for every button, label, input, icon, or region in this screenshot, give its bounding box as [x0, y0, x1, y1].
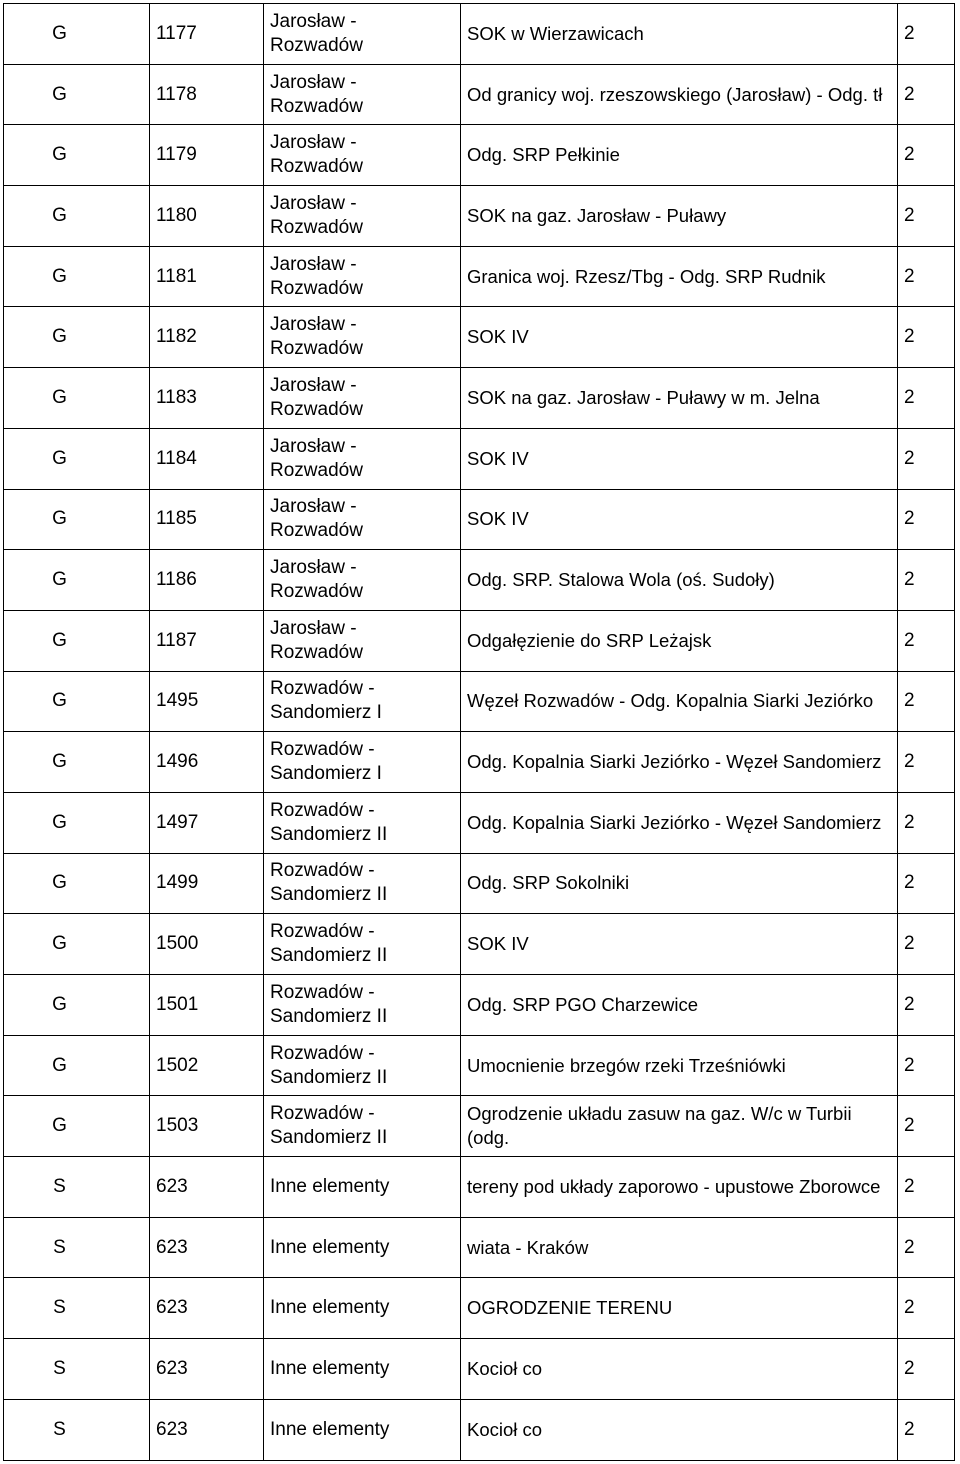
- cell-number: [150, 671, 264, 732]
- table-row: [4, 4, 955, 65]
- cell-number: [150, 246, 264, 307]
- cell-number: [150, 1035, 264, 1096]
- cell-line-text: Rozwadów - Sandomierz II: [270, 921, 388, 967]
- cell-quantity: [898, 671, 955, 732]
- cell-type-text: G: [52, 690, 67, 712]
- cell-number-text: 623: [156, 1236, 188, 1258]
- table-row: [4, 610, 955, 671]
- cell-quantity-text: 2: [904, 204, 915, 226]
- cell-description-text: wiata - Kraków: [467, 1236, 589, 1258]
- cell-description-text: Odg. SRP PGO Charzewice: [467, 993, 698, 1015]
- cell-type: [4, 671, 150, 732]
- cell-quantity-text: 2: [904, 1418, 915, 1440]
- cell-number-text: 1496: [156, 751, 199, 773]
- cell-line: [264, 489, 461, 550]
- cell-number: [150, 792, 264, 853]
- cell-line-text: Rozwadów - Sandomierz II: [270, 981, 388, 1027]
- cell-line: [264, 1035, 461, 1096]
- cell-type-text: G: [52, 386, 67, 408]
- cell-line-text: Rozwadów - Sandomierz I: [270, 739, 382, 785]
- cell-description: [461, 307, 898, 368]
- cell-line-text: Jarosław - Rozwadów: [270, 496, 363, 542]
- cell-quantity-text: 2: [904, 265, 915, 287]
- cell-number-text: 623: [156, 1297, 188, 1319]
- cell-quantity-text: 2: [904, 1236, 915, 1258]
- cell-description: [461, 246, 898, 307]
- cell-quantity-text: 2: [904, 1175, 915, 1197]
- cell-type: [4, 1278, 150, 1339]
- cell-line: [264, 610, 461, 671]
- cell-line: [264, 671, 461, 732]
- table-row: [4, 1217, 955, 1278]
- cell-number-text: 1183: [156, 386, 197, 408]
- cell-type-text: G: [52, 144, 67, 166]
- cell-description-text: SOK IV: [467, 508, 529, 530]
- cell-line: [264, 4, 461, 65]
- cell-number-text: 1500: [156, 933, 199, 955]
- cell-type-text: G: [52, 933, 67, 955]
- cell-number-text: 1177: [156, 22, 197, 44]
- cell-number-text: 1180: [156, 204, 197, 226]
- cell-description: [461, 853, 898, 914]
- cell-type: [4, 1217, 150, 1278]
- table-row: [4, 1096, 955, 1157]
- cell-description: [461, 428, 898, 489]
- cell-quantity: [898, 853, 955, 914]
- table-row: [4, 853, 955, 914]
- cell-line-text: Jarosław - Rozwadów: [270, 617, 363, 663]
- table-row: [4, 246, 955, 307]
- cell-quantity-text: 2: [904, 933, 915, 955]
- cell-type-text: S: [53, 1175, 66, 1197]
- cell-type: [4, 1096, 150, 1157]
- cell-description-text: SOK na gaz. Jarosław - Puławy: [467, 204, 727, 226]
- cell-number: [150, 4, 264, 65]
- cell-quantity: [898, 1096, 955, 1157]
- cell-line: [264, 914, 461, 975]
- cell-type-text: G: [52, 629, 67, 651]
- cell-type: [4, 307, 150, 368]
- table-row: [4, 1399, 955, 1460]
- cell-line: [264, 550, 461, 611]
- cell-number-text: 1182: [156, 326, 197, 348]
- cell-quantity-text: 2: [904, 326, 915, 348]
- cell-description-text: Granica woj. Rzesz/Tbg - Odg. SRP Rudnik: [467, 265, 826, 287]
- cell-type-text: G: [52, 22, 67, 44]
- cell-number-text: 1495: [156, 690, 199, 712]
- cell-quantity: [898, 732, 955, 793]
- cell-description: [461, 1278, 898, 1339]
- cell-quantity: [898, 1035, 955, 1096]
- cell-type-text: S: [53, 1418, 66, 1440]
- cell-line: [264, 186, 461, 247]
- cell-type: [4, 125, 150, 186]
- cell-line: [264, 853, 461, 914]
- cell-quantity: [898, 4, 955, 65]
- cell-number-text: 1186: [156, 569, 197, 591]
- cell-description-text: SOK IV: [467, 326, 529, 348]
- cell-number: [150, 125, 264, 186]
- cell-number-text: 1502: [156, 1054, 199, 1076]
- asset-table: [3, 3, 955, 1461]
- cell-line-text: Jarosław - Rozwadów: [270, 71, 363, 117]
- cell-description: [461, 671, 898, 732]
- cell-description: [461, 64, 898, 125]
- cell-quantity: [898, 125, 955, 186]
- cell-type-text: G: [52, 569, 67, 591]
- cell-quantity-text: 2: [904, 629, 915, 651]
- cell-description: [461, 1399, 898, 1460]
- cell-number-text: 1178: [156, 83, 197, 105]
- cell-line-text: Inne elementy: [270, 1357, 390, 1379]
- table-row: [4, 64, 955, 125]
- cell-quantity: [898, 550, 955, 611]
- cell-quantity: [898, 186, 955, 247]
- cell-description-text: Kocioł co: [467, 1357, 543, 1379]
- cell-type: [4, 64, 150, 125]
- cell-number: [150, 914, 264, 975]
- cell-line-text: Inne elementy: [270, 1175, 390, 1197]
- cell-number: [150, 550, 264, 611]
- cell-type-text: G: [52, 83, 67, 105]
- cell-description: [461, 1217, 898, 1278]
- cell-line: [264, 1096, 461, 1157]
- cell-quantity: [898, 489, 955, 550]
- cell-description-text: Odg. SRP Pełkinie: [467, 144, 620, 166]
- cell-quantity-text: 2: [904, 447, 915, 469]
- cell-line-text: Inne elementy: [270, 1236, 390, 1258]
- cell-description: [461, 914, 898, 975]
- cell-quantity: [898, 1157, 955, 1218]
- cell-line: [264, 307, 461, 368]
- cell-line-text: Jarosław - Rozwadów: [270, 10, 363, 56]
- cell-type: [4, 975, 150, 1036]
- cell-line-text: Jarosław - Rozwadów: [270, 253, 363, 299]
- cell-quantity: [898, 975, 955, 1036]
- cell-line: [264, 975, 461, 1036]
- cell-number-text: 623: [156, 1418, 188, 1440]
- cell-number: [150, 1217, 264, 1278]
- cell-number: [150, 610, 264, 671]
- cell-number: [150, 975, 264, 1036]
- cell-number-text: 1179: [156, 144, 197, 166]
- cell-number: [150, 1278, 264, 1339]
- cell-description: [461, 368, 898, 429]
- cell-description: [461, 550, 898, 611]
- cell-quantity-text: 2: [904, 1297, 915, 1319]
- cell-description-text: Węzeł Rozwadów - Odg. Kopalnia Siarki Jeziórko: [467, 690, 874, 712]
- cell-line-text: Rozwadów - Sandomierz II: [270, 860, 388, 906]
- cell-description: [461, 1339, 898, 1400]
- cell-type-text: G: [52, 204, 67, 226]
- cell-line-text: Jarosław - Rozwadów: [270, 557, 363, 603]
- cell-number: [150, 64, 264, 125]
- cell-description-text: SOK IV: [467, 447, 529, 469]
- cell-quantity-text: 2: [904, 144, 915, 166]
- cell-quantity-text: 2: [904, 1054, 915, 1076]
- cell-line: [264, 64, 461, 125]
- cell-quantity-text: 2: [904, 1115, 915, 1137]
- cell-number-text: 1187: [156, 629, 197, 651]
- table-row: [4, 975, 955, 1036]
- cell-quantity-text: 2: [904, 22, 915, 44]
- cell-line-text: Jarosław - Rozwadów: [270, 435, 363, 481]
- cell-number: [150, 368, 264, 429]
- table-row: [4, 914, 955, 975]
- cell-type-text: G: [52, 751, 67, 773]
- cell-description: [461, 1096, 898, 1157]
- cell-quantity-text: 2: [904, 1357, 915, 1379]
- cell-description-text: Ogrodzenie układu zasuw na gaz. W/c w Turbii (odg.: [467, 1103, 852, 1149]
- cell-line-text: Jarosław - Rozwadów: [270, 132, 363, 178]
- cell-number: [150, 1339, 264, 1400]
- cell-quantity: [898, 1278, 955, 1339]
- cell-number-text: 1181: [156, 265, 197, 287]
- table-row: [4, 428, 955, 489]
- cell-number: [150, 428, 264, 489]
- cell-description-text: Odg. SRP. Stalowa Wola (oś. Sudoły): [467, 569, 775, 591]
- cell-number-text: 623: [156, 1175, 188, 1197]
- cell-quantity: [898, 307, 955, 368]
- cell-type: [4, 489, 150, 550]
- cell-type: [4, 853, 150, 914]
- cell-line-text: Jarosław - Rozwadów: [270, 192, 363, 238]
- cell-type: [4, 246, 150, 307]
- table-row: [4, 732, 955, 793]
- cell-description: [461, 489, 898, 550]
- cell-type-text: G: [52, 508, 67, 530]
- cell-description: [461, 1157, 898, 1218]
- cell-type: [4, 1399, 150, 1460]
- cell-quantity: [898, 428, 955, 489]
- cell-line-text: Jarosław - Rozwadów: [270, 374, 363, 420]
- cell-description: [461, 1035, 898, 1096]
- cell-line-text: Inne elementy: [270, 1418, 390, 1440]
- cell-number: [150, 186, 264, 247]
- asset-table-body: [4, 4, 955, 1461]
- cell-quantity: [898, 1339, 955, 1400]
- cell-description: [461, 610, 898, 671]
- cell-quantity-text: 2: [904, 83, 915, 105]
- cell-type-text: G: [52, 1115, 67, 1137]
- table-row: [4, 307, 955, 368]
- cell-line: [264, 1278, 461, 1339]
- cell-type: [4, 610, 150, 671]
- cell-description-text: Kocioł co: [467, 1418, 543, 1440]
- cell-type: [4, 368, 150, 429]
- cell-number-text: 1184: [156, 447, 197, 469]
- cell-quantity: [898, 64, 955, 125]
- cell-type-text: G: [52, 447, 67, 469]
- cell-number: [150, 307, 264, 368]
- cell-type-text: G: [52, 872, 67, 894]
- cell-type: [4, 4, 150, 65]
- cell-description-text: tereny pod układy zaporowo - upustowe Zborowce: [467, 1175, 881, 1197]
- cell-type-text: G: [52, 265, 67, 287]
- table-row: [4, 550, 955, 611]
- cell-description: [461, 732, 898, 793]
- cell-line: [264, 792, 461, 853]
- cell-line: [264, 125, 461, 186]
- cell-quantity: [898, 792, 955, 853]
- cell-description: [461, 125, 898, 186]
- table-row: [4, 1339, 955, 1400]
- cell-line: [264, 246, 461, 307]
- cell-quantity-text: 2: [904, 751, 915, 773]
- cell-type: [4, 428, 150, 489]
- table-row: [4, 1157, 955, 1218]
- cell-number-text: 1499: [156, 872, 199, 894]
- cell-quantity: [898, 1399, 955, 1460]
- cell-description-text: Odgałęzienie do SRP Leżajsk: [467, 629, 712, 651]
- cell-description-text: Odg. Kopalnia Siarki Jeziórko - Węzeł Sandomierz: [467, 751, 882, 773]
- cell-line: [264, 1399, 461, 1460]
- cell-type: [4, 1157, 150, 1218]
- cell-description-text: SOK na gaz. Jarosław - Puławy w m. Jelna: [467, 386, 820, 408]
- cell-quantity-text: 2: [904, 569, 915, 591]
- cell-quantity: [898, 914, 955, 975]
- cell-type-text: S: [53, 1357, 66, 1379]
- cell-quantity: [898, 1217, 955, 1278]
- cell-type-text: G: [52, 326, 67, 348]
- cell-type: [4, 1035, 150, 1096]
- cell-number-text: 1185: [156, 508, 197, 530]
- cell-number-text: 623: [156, 1357, 188, 1379]
- cell-type: [4, 550, 150, 611]
- table-row: [4, 489, 955, 550]
- cell-description-text: Umocnienie brzegów rzeki Trześniówki: [467, 1054, 786, 1076]
- cell-line-text: Inne elementy: [270, 1297, 390, 1319]
- cell-line-text: Rozwadów - Sandomierz II: [270, 799, 388, 845]
- cell-number: [150, 489, 264, 550]
- cell-line: [264, 1217, 461, 1278]
- cell-quantity: [898, 610, 955, 671]
- cell-type-text: S: [53, 1236, 66, 1258]
- cell-description: [461, 792, 898, 853]
- cell-line-text: Rozwadów - Sandomierz II: [270, 1042, 388, 1088]
- cell-number-text: 1497: [156, 811, 199, 833]
- cell-type-text: G: [52, 811, 67, 833]
- cell-quantity: [898, 246, 955, 307]
- cell-description-text: Odg. SRP Sokolniki: [467, 872, 630, 894]
- cell-type-text: G: [52, 1054, 67, 1076]
- cell-quantity-text: 2: [904, 872, 915, 894]
- cell-line-text: Rozwadów - Sandomierz I: [270, 678, 382, 724]
- cell-description-text: OGRODZENIE TERENU: [467, 1297, 673, 1319]
- cell-type-text: S: [53, 1297, 66, 1319]
- table-row: [4, 1035, 955, 1096]
- cell-type-text: G: [52, 993, 67, 1015]
- cell-line-text: Jarosław - Rozwadów: [270, 314, 363, 360]
- cell-line: [264, 732, 461, 793]
- cell-description-text: Odg. Kopalnia Siarki Jeziórko - Węzeł Sandomierz: [467, 811, 882, 833]
- cell-number-text: 1503: [156, 1115, 199, 1137]
- table-row: [4, 671, 955, 732]
- cell-quantity-text: 2: [904, 386, 915, 408]
- table-row: [4, 368, 955, 429]
- table-row: [4, 792, 955, 853]
- cell-number: [150, 1399, 264, 1460]
- cell-quantity: [898, 368, 955, 429]
- cell-quantity-text: 2: [904, 811, 915, 833]
- cell-number: [150, 732, 264, 793]
- cell-number: [150, 1157, 264, 1218]
- cell-type: [4, 1339, 150, 1400]
- cell-type: [4, 186, 150, 247]
- cell-description-text: Od granicy woj. rzeszowskiego (Jarosław) - Odg. tł: [467, 83, 883, 105]
- cell-description: [461, 975, 898, 1036]
- cell-description-text: SOK IV: [467, 933, 529, 955]
- table-row: [4, 125, 955, 186]
- cell-description: [461, 186, 898, 247]
- cell-line: [264, 1339, 461, 1400]
- cell-line: [264, 368, 461, 429]
- cell-quantity-text: 2: [904, 508, 915, 530]
- cell-description: [461, 4, 898, 65]
- cell-number: [150, 853, 264, 914]
- cell-quantity-text: 2: [904, 690, 915, 712]
- table-row: [4, 1278, 955, 1339]
- table-row: [4, 186, 955, 247]
- cell-type: [4, 914, 150, 975]
- cell-line-text: Rozwadów - Sandomierz II: [270, 1103, 388, 1149]
- cell-number-text: 1501: [156, 993, 199, 1015]
- cell-type: [4, 792, 150, 853]
- cell-description-text: SOK w Wierzawicach: [467, 22, 644, 44]
- cell-number: [150, 1096, 264, 1157]
- cell-type: [4, 732, 150, 793]
- cell-line: [264, 428, 461, 489]
- cell-quantity-text: 2: [904, 993, 915, 1015]
- cell-line: [264, 1157, 461, 1218]
